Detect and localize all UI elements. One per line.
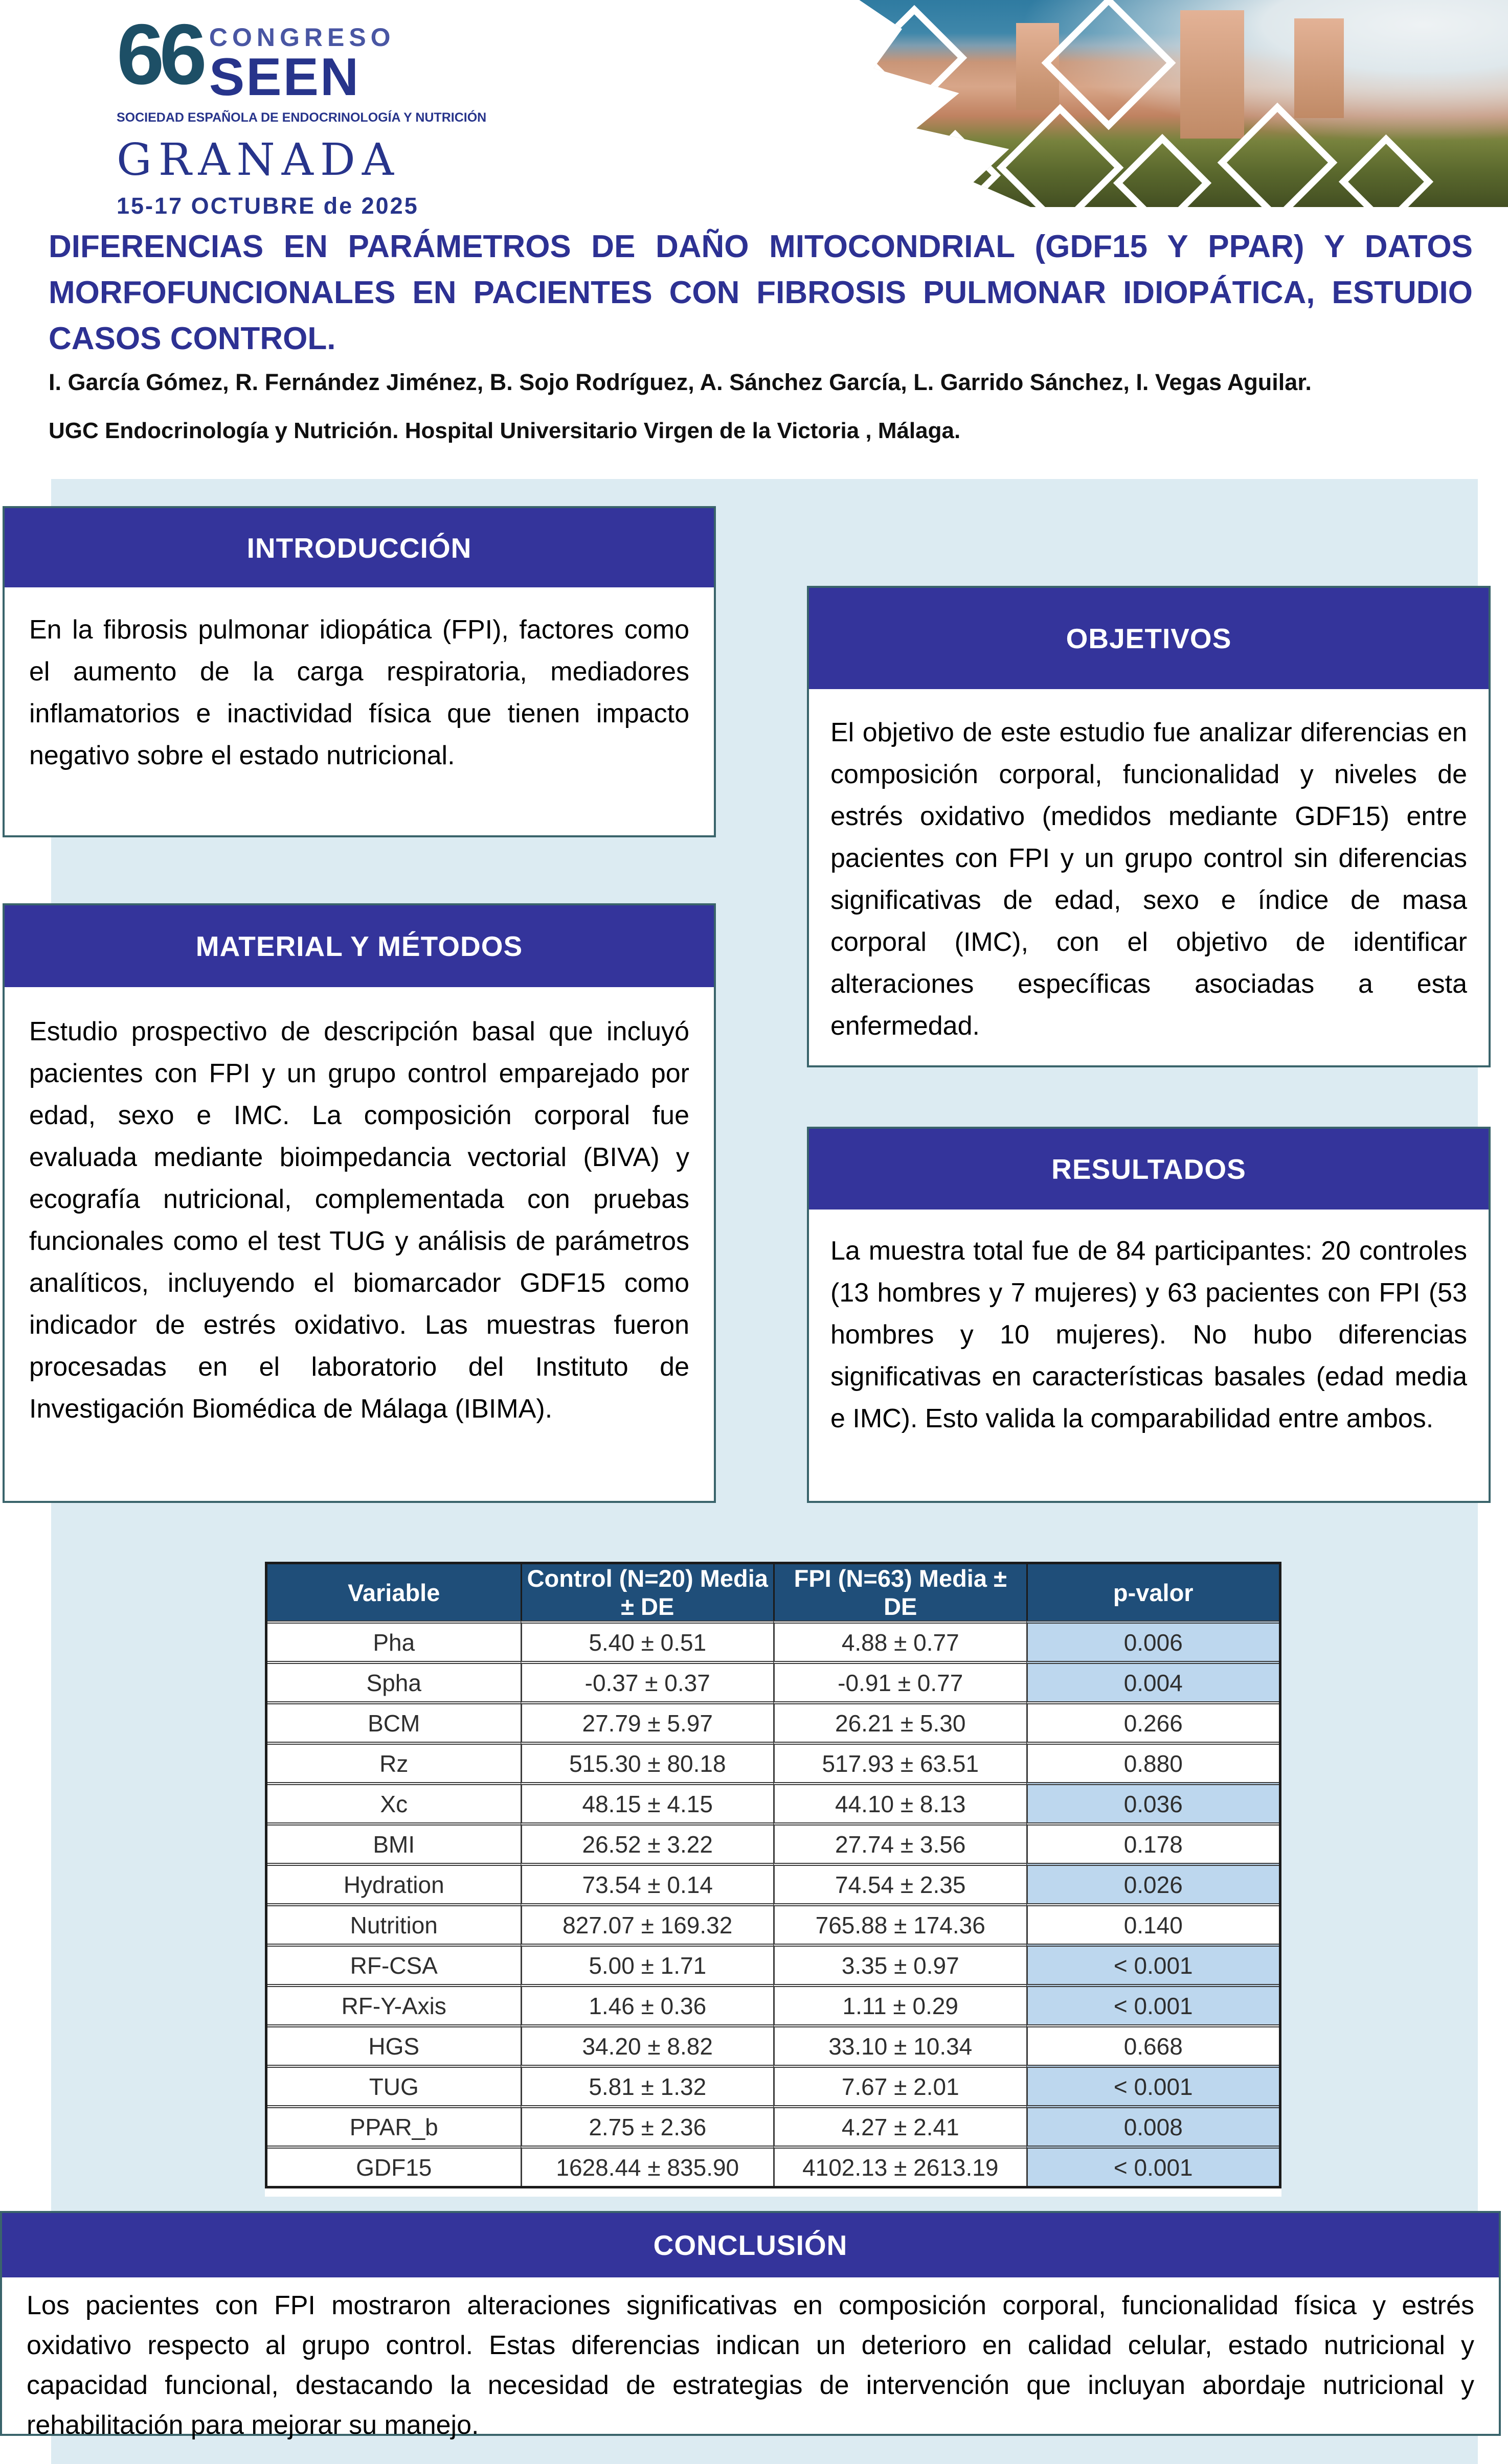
p-value-cell: < 0.001 [1026,2146,1279,2186]
fpi-mean-cell: -0.91 ± 0.77 [773,1661,1026,1701]
logo-wordmark [209,19,395,107]
variable-cell: Xc [267,1782,521,1822]
affiliation-line: UGC Endocrinología y Nutrición. Hospital Universitario Virgen de la Victoria , Málaga. [49,418,961,443]
section-introduccion [3,506,716,837]
diamond-ornament [1113,134,1211,232]
logo-number: 66 [117,6,202,102]
collage-tower-shape [1180,10,1244,139]
table-row [267,1984,1279,2024]
fpi-mean-cell: 4102.13 ± 2613.19 [773,2146,1026,2186]
collage-tower-shape [1294,18,1344,118]
fpi-mean-cell: 765.88 ± 174.36 [773,1903,1026,1944]
congress-logo [117,6,487,219]
p-value-cell: 0.008 [1026,2105,1279,2146]
fpi-mean-cell: 27.74 ± 3.56 [773,1822,1026,1863]
logo-congreso-word: CONGRESO [209,23,395,52]
material-body: Estudio prospectivo de descripción basal que incluyó pacientes con FPI y un grupo control emparejado por edad, sexo e IMC. La composición corporal fue evaluada mediante bioimpedancia vectorial (BIVA) y ecografía nutricional, complementada con pruebas funcionales como el test TUG y análisis de parámetros analíticos, incluyendo el biomarcador GDF15 como indicador de estrés oxidativo. Las muestras fueron procesadas en el laboratorio del Instituto de Investigación Biomédica de Málaga (IBIMA). [29,1017,689,1424]
column-header-control: Control (N=20) Media ± DE [521,1564,774,1621]
variable-cell: PPAR_b [267,2105,521,2146]
diamond-ornament [816,82,921,187]
alhambra-collage-image [795,0,1508,207]
p-value-cell: 0.006 [1026,1621,1279,1661]
control-mean-cell: 5.00 ± 1.71 [521,1944,774,1984]
control-mean-cell: 5.40 ± 0.51 [521,1621,774,1661]
fpi-mean-cell: 3.35 ± 0.97 [773,1944,1026,1984]
table-row [267,1944,1279,1984]
fpi-mean-cell: 44.10 ± 8.13 [773,1782,1026,1822]
control-mean-cell: 515.30 ± 80.18 [521,1742,774,1782]
logo-society-name: SOCIEDAD ESPAÑOLA DE ENDOCRINOLOGÍA Y NUTRICIÓN [117,110,487,125]
control-mean-cell: 48.15 ± 4.15 [521,1782,774,1822]
table-row [267,1822,1279,1863]
control-mean-cell: 827.07 ± 169.32 [521,1903,774,1944]
results-table-head [267,1564,1279,1621]
column-header-pvalue: p-valor [1026,1564,1279,1621]
authors-line: I. García Gómez, R. Fernández Jiménez, B. Sojo Rodríguez, A. Sánchez García, L. Garrido Sánchez, I. Vegas Aguilar. [49,369,1312,395]
variable-cell: Hydration [267,1863,521,1903]
fpi-mean-cell: 517.93 ± 63.51 [773,1742,1026,1782]
variable-cell: Nutrition [267,1903,521,1944]
column-header-fpi: FPI (N=63) Media ± DE [773,1564,1026,1621]
p-value-cell: 0.140 [1026,1903,1279,1944]
variable-cell: HGS [267,2024,521,2065]
logo-top-row [117,6,454,107]
control-mean-cell: 1628.44 ± 835.90 [521,2146,774,2186]
table-row [267,2065,1279,2105]
title-line-2: MORFOFUNCIONALES EN PACIENTES CON FIBROSIS PULMONAR IDIOPÁTICA, ESTUDIO [49,275,1473,310]
variable-cell: GDF15 [267,2146,521,2186]
material-heading: MATERIAL Y MÉTODOS [5,905,714,987]
p-value-cell: 0.036 [1026,1782,1279,1822]
fpi-mean-cell: 4.88 ± 0.77 [773,1621,1026,1661]
diamond-ornament [1339,134,1433,229]
conclusion-heading: CONCLUSIÓN [2,2213,1499,2277]
diamond-ornament [910,130,1001,221]
introduccion-body: En la fibrosis pulmonar idiopática (FPI), factores como el aumento de la carga respiratoria, mediadores inflamatorios e inactividad física que tienen impacto negativo sobre el estado nutricional. [29,615,689,770]
fpi-mean-cell: 4.27 ± 2.41 [773,2105,1026,2146]
column-header-variable: Variable [267,1564,521,1621]
objetivos-heading: OBJETIVOS [809,588,1489,689]
variable-cell: BCM [267,1701,521,1742]
p-value-cell: 0.266 [1026,1701,1279,1742]
fpi-mean-cell: 26.21 ± 5.30 [773,1701,1026,1742]
section-conclusion [0,2211,1501,2440]
table-row [267,2105,1279,2146]
control-mean-cell: 73.54 ± 0.14 [521,1863,774,1903]
title-line-3: CASOS CONTROL. [49,321,336,356]
section-resultados [807,1127,1491,1503]
variable-cell: TUG [267,2065,521,2105]
control-mean-cell: 1.46 ± 0.36 [521,1984,774,2024]
p-value-cell: 0.880 [1026,1742,1279,1782]
table-row [267,2024,1279,2065]
variable-cell: RF-CSA [267,1944,521,1984]
fpi-mean-cell: 1.11 ± 0.29 [773,1984,1026,2024]
p-value-cell: < 0.001 [1026,2065,1279,2105]
variable-cell: BMI [267,1822,521,1863]
variable-cell: RF-Y-Axis [267,1984,521,2024]
conclusion-body: Los pacientes con FPI mostraron alteraciones significativas en composición corporal, funcionalidad física y estrés oxidativo respecto al grupo control. Estas diferencias indican un deterioro en calidad celular, estado nutricional y capacidad funcional, destacando la necesidad de estrategias de intervención que incluyan abordaje nutricional y rehabilitación para mejorar su manejo. [27,2291,1474,2440]
control-mean-cell: -0.37 ± 0.37 [521,1661,774,1701]
introduccion-heading: INTRODUCCIÓN [5,508,714,587]
objetivos-body: El objetivo de este estudio fue analizar diferencias en composición corporal, funcionalidad y niveles de estrés oxidativo (medidos mediante GDF15) entre pacientes con FPI y un grupo control sin diferencias significativas de edad, sexo e índice de masa corporal (IMC), con el objetivo de identificar alteraciones específicas asociadas a esta enfermedad. [830,718,1467,1041]
table-row [267,1903,1279,1944]
logo-seen-acronym: SEEN [209,48,361,107]
table-row [267,1782,1279,1822]
variable-cell: Spha [267,1661,521,1701]
title-line-1: DIFERENCIAS EN PARÁMETROS DE DAÑO MITOCONDRIAL (GDF15 Y PPAR) Y DATOS [49,229,1473,264]
fpi-mean-cell: 33.10 ± 10.34 [773,2024,1026,2065]
table-row [267,1621,1279,1661]
fpi-mean-cell: 7.67 ± 2.01 [773,2065,1026,2105]
resultados-heading: RESULTADOS [809,1129,1489,1210]
p-value-cell: < 0.001 [1026,1944,1279,1984]
table-row [267,1863,1279,1903]
section-material-metodos [3,903,716,1503]
p-value-cell: 0.668 [1026,2024,1279,2065]
fpi-mean-cell: 74.54 ± 2.35 [773,1863,1026,1903]
logo-city: GRANADA [117,134,400,186]
p-value-cell: < 0.001 [1026,1984,1279,2024]
logo-dates: 15-17 OCTUBRE de 2025 [117,192,419,219]
results-table [265,1562,1281,2188]
p-value-cell: 0.026 [1026,1863,1279,1903]
table-header-row [267,1564,1279,1621]
control-mean-cell: 34.20 ± 8.82 [521,2024,774,2065]
p-value-cell: 0.178 [1026,1822,1279,1863]
table-row [267,1701,1279,1742]
p-value-cell: 0.004 [1026,1661,1279,1701]
resultados-body: La muestra total fue de 84 participantes: 20 controles (13 hombres y 7 mujeres) y 63 pacientes con FPI (53 hombres y 10 mujeres). No hubo diferencias significativas en características basales (edad media e IMC). Esto valida la comparabilidad entre ambos. [830,1236,1467,1433]
poster-title [49,224,1473,362]
diamond-ornament [862,5,967,110]
control-mean-cell: 2.75 ± 2.36 [521,2105,774,2146]
control-mean-cell: 27.79 ± 5.97 [521,1701,774,1742]
control-mean-cell: 5.81 ± 1.32 [521,2065,774,2105]
variable-cell: Pha [267,1621,521,1661]
results-table-panel [265,1562,1281,2197]
results-table-body [267,1621,1279,2186]
section-objetivos [807,586,1491,1067]
variable-cell: Rz [267,1742,521,1782]
control-mean-cell: 26.52 ± 3.22 [521,1822,774,1863]
table-row [267,2146,1279,2186]
table-row [267,1742,1279,1782]
table-row [267,1661,1279,1701]
